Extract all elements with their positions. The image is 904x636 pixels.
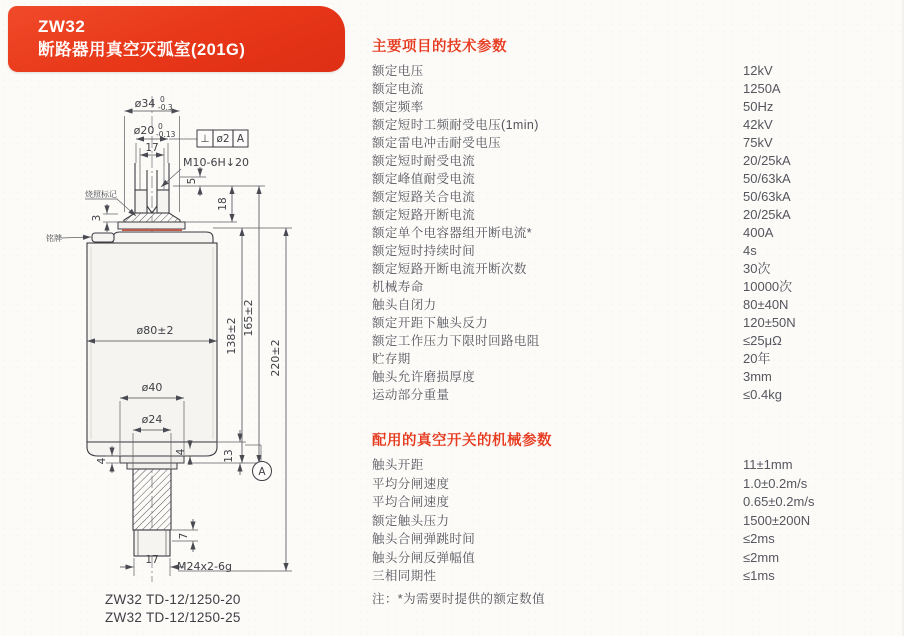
dim-d80: ø80±2 (136, 324, 174, 337)
spec-value: 20年 (743, 351, 771, 366)
spec-value: 80±40N (743, 297, 789, 312)
spec-value: 50/63kA (743, 171, 791, 186)
datum-a-label: A (258, 466, 266, 478)
dim-17-bottom: 17 (145, 554, 159, 566)
dim-d34-tol-lower: -0.3 (158, 103, 173, 112)
dim-d20: ø20 (133, 124, 155, 137)
spec-row (372, 332, 896, 350)
spec-label: 三相同期性 (372, 569, 437, 583)
spec-label: 额定触头压力 (372, 513, 450, 528)
spec-label: 触头开距 (372, 458, 424, 472)
spec-row (372, 170, 896, 188)
dim-3: 3 (91, 214, 103, 222)
spec-value: 20/25kA (743, 207, 791, 222)
spec-label: 额定电压 (372, 64, 424, 78)
gdt-tolerance: ø2 (216, 133, 230, 145)
spec-row (372, 152, 896, 170)
spec-row (372, 314, 896, 332)
spec-label: 平均合闸速度 (372, 495, 450, 509)
spec-value: ≤25μΩ (743, 333, 782, 348)
spec-value: 20/25kA (743, 153, 791, 168)
main-parameters-rows (372, 62, 896, 404)
spec-row (372, 475, 896, 494)
section-title-main-parameters: 主要项目的技术参数 (372, 39, 507, 55)
spec-label: 额定短路关合电流 (372, 190, 476, 204)
spec-value: 42kV (743, 117, 773, 132)
product-title: 断路器用真空灭弧室(201G) (38, 41, 246, 59)
spec-label: 触头分闸反弹幅值 (372, 550, 476, 565)
spec-row (372, 80, 896, 98)
dim-d40: ø40 (141, 381, 163, 394)
spec-row (372, 278, 896, 296)
dim-13: 13 (223, 449, 235, 463)
section-title-mechanical-parameters: 配用的真空开关的机械参数 (372, 433, 552, 449)
spec-label: 额定单个电容器组开断电流* (372, 226, 533, 240)
dim-5: 5 (186, 177, 198, 185)
spec-label: 额定峰值耐受电流 (372, 172, 476, 186)
spec-row (372, 134, 896, 152)
spec-value: ≤1ms (743, 568, 775, 583)
spec-row (372, 260, 896, 278)
spec-row (372, 350, 896, 368)
spec-row (372, 242, 896, 260)
spec-row (372, 493, 896, 512)
model-captions (105, 591, 241, 626)
dim-220: 220±2 (269, 339, 282, 377)
gdt-datum: A (236, 133, 245, 145)
spec-row (372, 530, 896, 549)
model-caption-2: ZW32 TD-12/1250-25 (105, 609, 241, 625)
spec-row (372, 206, 896, 224)
spec-label: 平均分闸速度 (372, 476, 450, 491)
dim-7: 7 (178, 532, 190, 540)
thread-callout-top: M10-6H↓20 (183, 156, 249, 169)
spec-row (372, 456, 896, 475)
dim-d34: ø34 (134, 97, 156, 110)
spec-label: 触头允许磨损厚度 (372, 370, 476, 384)
spec-label: 额定开距下触头反力 (372, 316, 489, 330)
spec-label: 额定短时耐受电流 (372, 154, 476, 168)
spec-value: 75kV (743, 135, 773, 150)
dim-138: 138±2 (225, 317, 238, 355)
spec-value: 50Hz (743, 99, 774, 114)
spec-value: ≤2mm (743, 549, 780, 565)
spec-label: 额定频率 (372, 100, 424, 114)
spec-value: ≤0.4kg (743, 387, 782, 402)
dim-165: 165±2 (242, 299, 255, 337)
spec-label: 触头合闸弹跳时间 (372, 532, 476, 546)
dim-17-top: 17 (145, 142, 159, 154)
spec-row (372, 98, 896, 116)
dim-4-left: 4 (96, 457, 108, 465)
gdt-symbol: ⊥ (200, 133, 210, 145)
mechanical-parameters-rows (372, 456, 896, 586)
dim-4-right: 4 (175, 448, 187, 456)
spec-label: 触头自闭力 (372, 298, 437, 312)
spec-value: 400A (743, 225, 774, 240)
spec-value: 10000次 (743, 279, 793, 294)
spec-value: 11±1mm (743, 457, 793, 472)
footnote: 注：*为需要时提供的额定数值 (372, 591, 545, 606)
dim-d34-tol-upper: 0 (160, 95, 165, 104)
spec-row (372, 296, 896, 314)
spec-label: 机械寿命 (372, 280, 424, 294)
dim-18: 18 (217, 197, 229, 211)
spec-value: 1500±200N (743, 512, 811, 528)
spec-label: 额定短时持续时间 (372, 244, 476, 258)
spec-value: 120±50N (743, 315, 796, 330)
nameplate (92, 233, 114, 242)
spec-label: 贮存期 (372, 352, 411, 366)
spec-value: 12kV (743, 63, 773, 78)
spec-label: 额定短路开断电流开断次数 (372, 262, 527, 276)
spec-value: ≤2ms (743, 531, 775, 546)
spec-row (372, 549, 896, 568)
dim-d20-tol-upper: 0 (158, 122, 163, 131)
spec-row (372, 567, 896, 586)
spec-row (372, 188, 896, 206)
spec-row (372, 62, 896, 80)
spec-label: 额定短时工频耐受电压(1min) (372, 118, 539, 132)
model-caption-1: ZW32 TD-12/1250-20 (105, 592, 241, 607)
spec-row (372, 224, 896, 242)
mechanical-parameters-section (372, 432, 896, 607)
dim-d24: ø24 (141, 413, 163, 426)
main-parameters-section (372, 38, 896, 404)
product-model: ZW32 (38, 17, 86, 36)
spec-value: 30次 (743, 261, 771, 276)
dim-d20-tol-lower: -0.13 (156, 130, 176, 139)
spec-row (372, 116, 896, 134)
thread-callout-bottom: M24x2-6g (177, 560, 232, 573)
spec-row (372, 368, 896, 386)
nameplate-label: 铭牌 (46, 234, 62, 243)
mark-label: 烧照标记 (85, 190, 117, 199)
spec-value: 50/63kA (743, 189, 791, 204)
spec-row (372, 512, 896, 531)
spec-label: 运动部分重量 (372, 388, 450, 402)
spec-value: 4s (743, 243, 757, 258)
spec-label: 额定电流 (372, 82, 424, 96)
spec-label: 额定工作压力下限时回路电阻 (372, 334, 540, 348)
spec-label: 额定雷电冲击耐受电压 (372, 136, 502, 150)
spec-row (372, 386, 896, 404)
spec-value: 3mm (743, 369, 772, 384)
spec-value: 0.65±0.2m/s (743, 494, 815, 509)
spec-value: 1.0±0.2m/s (743, 475, 808, 491)
spec-value: 1250A (743, 81, 781, 96)
spec-label: 额定短路开断电流 (372, 208, 476, 222)
